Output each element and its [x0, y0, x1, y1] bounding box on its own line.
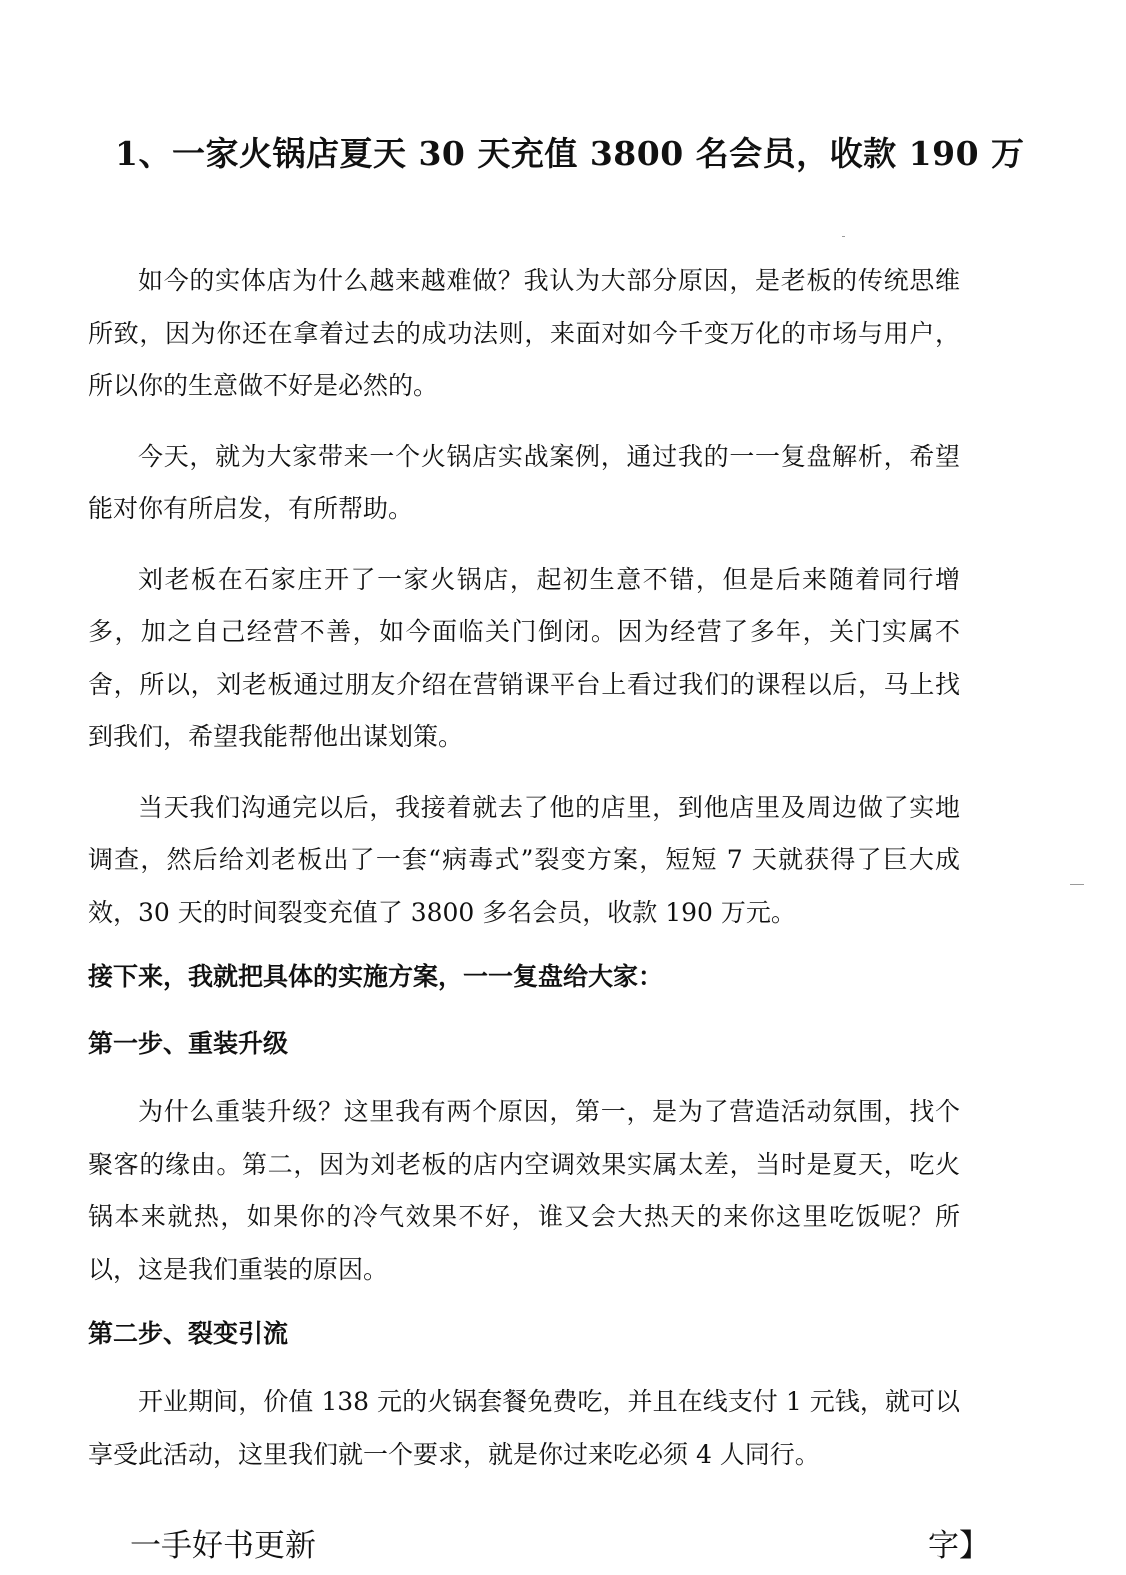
- paragraph-case-intro: 今天，就为大家带来一个火锅店实战案例，通过我的一一复盘解析，希望能对你有所启发，有所帮助。: [88, 441, 960, 523]
- article-body: [88, 255, 960, 1499]
- paragraph-step2: 开业期间，价值 138 元的火锅套餐免费吃，并且在线支付 1 元钱，就可以享受此活动，这里我们就一个要求，就是你过来吃必须 4 人同行。: [88, 1387, 960, 1469]
- scan-speck: [1070, 884, 1084, 885]
- paragraph-intro: 如今的实体店为什么越来越难做？我认为大部分原因，是老板的传统思维所致，因为你还在拿着过去的成功法则，来面对如今千变万化的市场与用户，所以你的生意做不好是必然的。: [88, 266, 960, 400]
- paragraph-result: 当天我们沟通完以后，我接着就去了他的店里，到他店里及周边做了实地调查，然后给刘老板出了一套“病毒式”裂变方案，短短 7 天就获得了巨大成效，30 天的时间裂变充值了 3800 多名会员，收款 190 万元。: [88, 792, 960, 927]
- paragraph-background: 刘老板在石家庄开了一家火锅店，起初生意不错，但是后来随着同行增多，加之自己经营不善，如今面临关门倒闭。因为经营了多年，关门实属不舍，所以，刘老板通过朋友介绍在营销课平台上看过我们的课程以后，马上找到我们，希望我能帮他出谋划策。: [88, 564, 960, 751]
- footer-watermark-left: 一手好书更新: [130, 1528, 316, 1564]
- footer-watermark-right: 字】: [928, 1528, 990, 1564]
- paragraph-step1: 为什么重装升级？这里我有两个原因，第一，是为了营造活动氛围，找个聚客的缘由。第二，因为刘老板的店内空调效果实属太差，当时是夏天，吃火锅本来就热，如果你的冷气效果不好，谁又会大热天的来你这里吃饭呢？所以，这是我们重装的原因。: [88, 1097, 960, 1284]
- step2-heading: 第二步、裂变引流: [88, 1319, 289, 1348]
- scan-speck: [842, 236, 845, 237]
- plan-intro-bold: 接下来，我就把具体的实施方案，一一复盘给大家：: [88, 962, 664, 991]
- page-title: 1、一家火锅店夏天 30 天充值 3800 名会员，收款 190 万: [115, 134, 1025, 173]
- step1-heading: 第一步、重装升级: [88, 1029, 289, 1058]
